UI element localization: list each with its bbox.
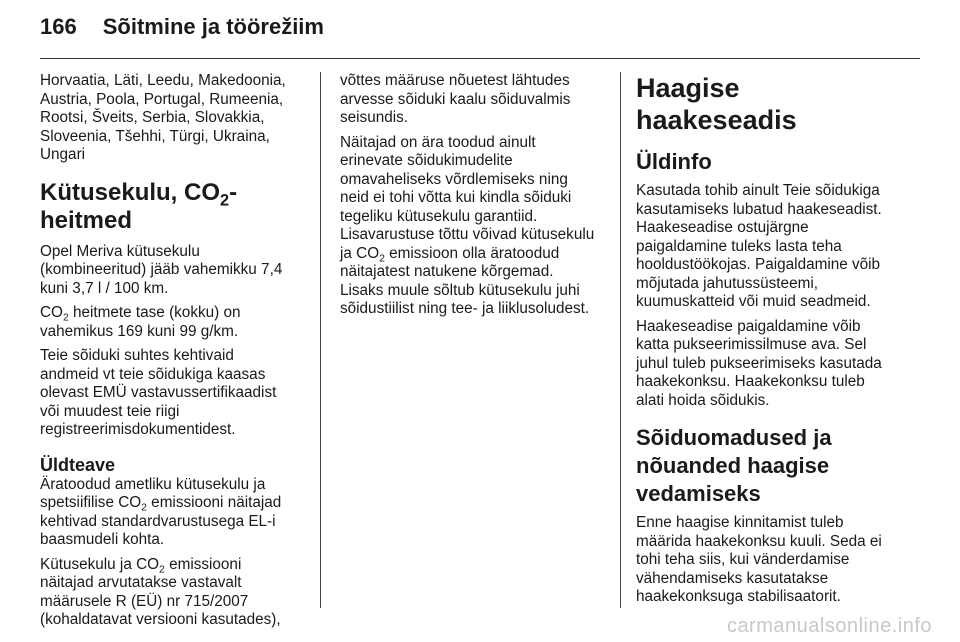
installation-paragraph: Haakeseadise paigaldamine võib katta pukseerimissilmuse ava. Sel juhul tuleb pukseerimiseks kasutada haakekonksu. Haakekonksu tuleb alati hoida sõidukis.: [636, 317, 882, 409]
meriva-paragraph: Opel Meriva kütusekulu (kombineeritud) jääb vahemikku 7,4 kuni 3,7 l / 100 km.: [40, 242, 283, 297]
trailer-hitch-heading: Haagise haakeseadis: [636, 73, 797, 135]
general-info-heading: Üldinfo: [636, 149, 712, 174]
column-divider-2: [620, 72, 621, 608]
watermark: carmanualsonline.info: [726, 615, 932, 637]
column-1: [40, 72, 305, 636]
countries-paragraph: Horvaatia, Läti, Leedu, Makedoonia, Austria, Poola, Portugal, Rumeenia, Rootsi, Šveits, Serbia, Slovakkia, Sloveenia, Tšehhi, Türgi, Ukraina, Ungari: [40, 72, 286, 163]
comparison-paragraph: Näitajad on ära toodud ainult erinevate sõidukimudelite omavaheliseks võrdlemiseks ning neid ei tohi võtta kui kindla sõiduki tegeliku kütusekulu garantiid. Lisavarustuse tõttu võivad kütusekulu ja $CO_2$ emissioon olla äratoodud näitajatest natukene kõrgemad. Lisaks muule sõltub kütusekulu juhi sõidustiilist ning tee- ja liiklusoludest.: [340, 133, 595, 317]
calculation-paragraph: Kütusekulu ja $CO_2$ emissiooni näitajad arvutatakse vastavalt määrusele R (EÜ) nr 715/2007 (kohaldatavat versiooni kasutades),: [40, 555, 281, 628]
header-rule: [40, 58, 920, 59]
driving-heading: Sõiduomadused ja nõuanded haagise vedamiseks: [636, 425, 832, 506]
column-2: [340, 72, 608, 325]
chapter-title: Sõitmine ja töörežiim: [102, 14, 324, 39]
co2-range-paragraph: $CO_2$ heitmete tase (kokku) on vahemikus 169 kuni 99 g/km.: [40, 304, 241, 340]
general-info-paragraph: Kasutada tohib ainult Teie sõidukiga kasutamiseks lubatud haakeseadist. Haakeseadise ostujärgne paigaldamine tuleks lasta teha hooldustöökojas. Paigaldamine võib mõjutada jahutussüsteemi, kuumuskatteid või muid seadmeid.: [636, 182, 882, 310]
official-values-paragraph: Äratoodud ametliku kütusekulu ja spetsiifilise $CO_2$ emissiooni näitajad kehtivad standardvarustusega EL-i baasmudeli kohta.: [40, 475, 282, 548]
vehicle-data-paragraph: Teie sõiduki suhtes kehtivaid andmeid vt teie sõidukiga kaasas olevast EMÜ vastavussertifikaadist või muudest teie riigi registreerimisdokumentidest.: [40, 347, 277, 438]
column-3: [636, 72, 902, 613]
overview-heading: Üldteave: [40, 454, 116, 475]
fuel-consumption-heading: Kütusekulu, $CO_2$-heitmed: [40, 178, 238, 234]
column-divider-1: [320, 72, 321, 608]
continued-paragraph: võttes määruse nõuetest lähtudes arvesse sõiduki kaalu sõiduvalmis seisundis.: [340, 72, 571, 126]
page-header: [40, 14, 324, 54]
page-number: 166: [40, 14, 77, 39]
driving-paragraph: Enne haagise kinnitamist tuleb määrida haakekonksu kuuli. Seda ei tohi teha siis, kui vänderdamise vähendamiseks kasutatakse haakekonksuga stabilisaatorit.: [636, 514, 882, 605]
